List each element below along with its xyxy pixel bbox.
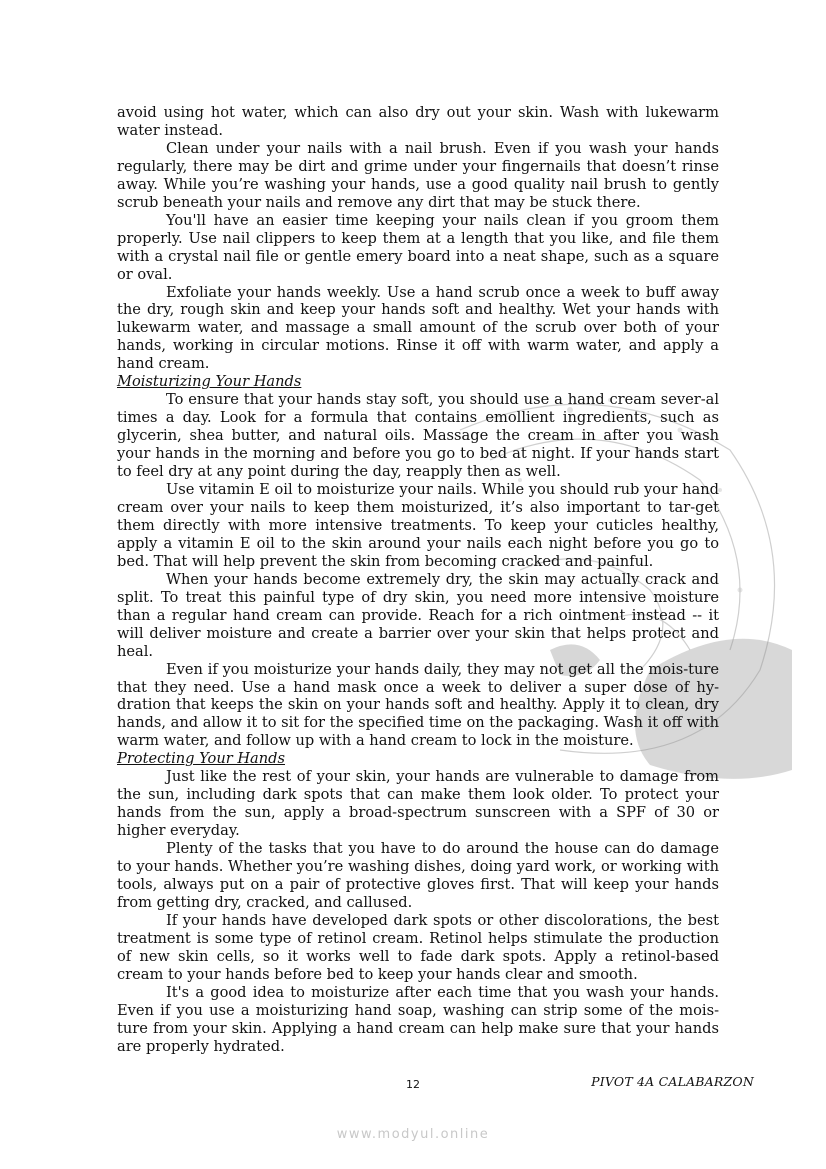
paragraph: Use vitamin E oil to moisturize your nails. While you should rub your hand cream over your nails to keep them moisturized, it’s also important to tar-get them directly with more intensive treatments. To keep your cuticles healthy, apply a vitamin E oil to the skin around your nails each night before you go to bed. That will help prevent the skin from becoming cracked and painful. [117,481,719,570]
page-number: 12 [406,1078,420,1091]
paragraph: Exfoliate your hands weekly. Use a hand scrub once a week to buff away the dry, rough skin and keep your hands soft and healthy. Wet your hands with lukewarm water, and massage a small amount of the scrub over both of your hands, working in circular motions. Rinse it off with warm water, and apply a hand cream. [117,283,719,373]
section-heading: Moisturizing Your Hands [117,373,302,391]
footer-title: PIVOT 4A CALABARZON [591,1074,754,1089]
paragraph: If your hands have developed dark spots or other discolorations, the best treatment is some type of retinol cream. Retinol helps stimulate the production of new skin cells, so it works well to fade dark spots. Apply a retinol-based cream to your hands before bed to keep your hands clear and smooth. [117,911,719,983]
paragraph: Just like the rest of your skin, your hands are vulnerable to damage from the sun, including dark spots that can make them look older. To protect your hands from the sun, apply a broad-spectrum sunscreen with a SPF of 30 or higher everyday. [117,768,719,840]
document-body [117,104,719,1056]
paragraph: To ensure that your hands stay soft, you should use a hand cream sever-al times a day. Look for a formula that contains emollient ingredients, such as glycerin, shea butter, and natural oils. Massage the cream in after you wash your hands in the morning and before you go to bed at night. If your hands start to feel dry at any point during the day, reapply then as well. [117,391,719,481]
site-watermark: www.modyul.online [336,1127,490,1142]
paragraph: Plenty of the tasks that you have to do around the house can do damage to your hands. Whether you’re washing dishes, doing yard work, or working with tools, always put on a pair of protective gloves first. That will keep your hands from getting dry, cracked, and callused. [117,840,719,911]
paragraph: Even if you moisturize your hands daily, they may not get all the mois-ture that they need. Use a hand mask once a week to deliver a super dose of hy-dration that keeps the skin on your hands soft and healthy. Apply it to clean, dry hands, and allow it to sit for the specified time on the packaging. Wash it off with warm water, and follow up with a hand cream to lock in the moisture. [117,660,719,750]
section-heading: Protecting Your Hands [117,750,285,768]
paragraph: When your hands become extremely dry, the skin may actually crack and split. To treat this painful type of dry skin, you need more intensive moisture than a regular hand cream can provide. Reach for a rich ointment instead -- it will deliver moisture and create a barrier over your skin that helps protect and heal. [117,570,719,660]
paragraph: You'll have an easier time keeping your nails clean if you groom them properly. Use nail clippers to keep them at a length that you like, and file them with a crystal nail file or gentle emery board into a neat shape, such as a square or oval. [117,211,719,283]
paragraph: Clean under your nails with a nail brush. Even if you wash your hands regularly, there may be dirt and grime under your fingernails that doesn’t rinse away. While you’re washing your hands, use a good quality nail brush to gently scrub beneath your nails and remove any dirt that may be stuck there. [117,139,719,211]
paragraph: It's a good idea to moisturize after each time that you wash your hands. Even if you use a moisturizing hand soap, washing can strip some of the mois-ture from your skin. Applying a hand cream can help make sure that your hands are properly hydrated. [117,983,719,1055]
paragraph: avoid using hot water, which can also dry out your skin. Wash with lukewarm water instead. [117,104,719,139]
